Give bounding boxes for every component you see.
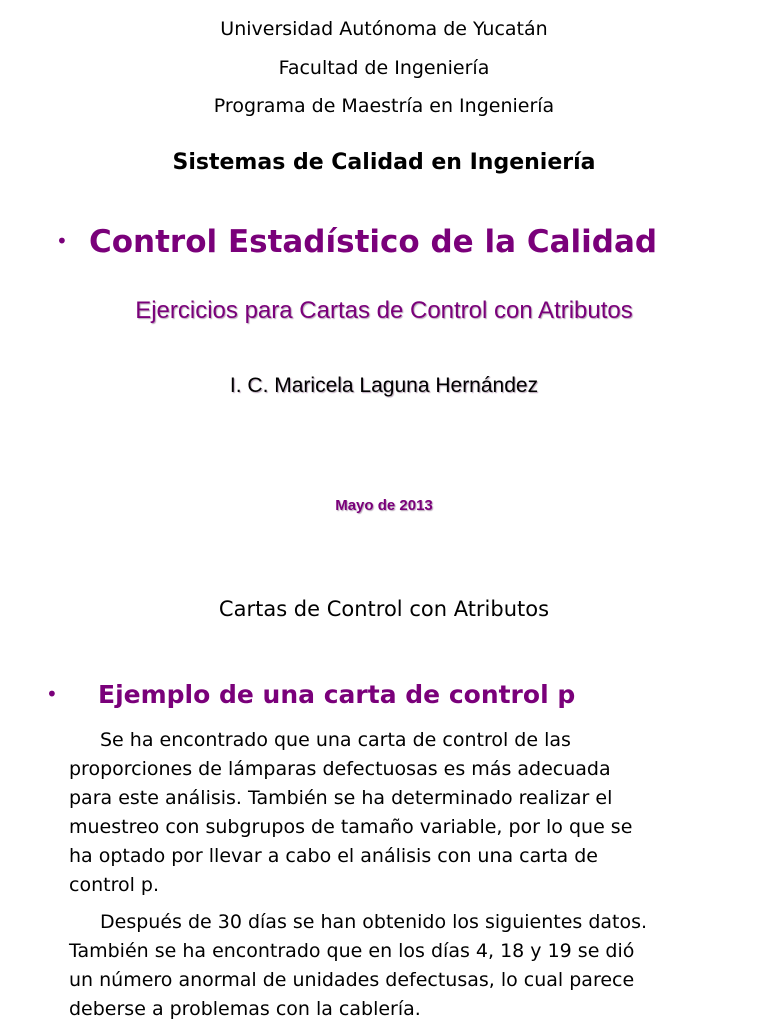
course-title: Sistemas de Calidad en Ingeniería xyxy=(172,150,596,175)
paragraph-1-line: para este análisis. También se ha determinado realizar el xyxy=(69,787,613,809)
faculty-name: Facultad de Ingeniería xyxy=(278,57,490,79)
example-heading-row xyxy=(46,678,746,714)
main-title-row xyxy=(56,222,756,262)
paragraph-1-line: proporciones de lámparas defectuosas es más adecuada xyxy=(69,758,611,780)
paragraph-2-line: deberse a problemas con la cablería. xyxy=(69,998,421,1020)
university-name: Universidad Autónoma de Yucatán xyxy=(220,18,548,40)
example-heading: Ejemplo de una carta de control p xyxy=(98,680,576,709)
content-slide xyxy=(0,560,768,1024)
paragraph-1-line: muestreo con subgrupos de tamaño variable, por lo que se xyxy=(69,816,633,838)
paragraph-1-line: ha optado por llevar a cabo el análisis con una carta de xyxy=(69,845,598,867)
paragraph-1-line: control p. xyxy=(69,874,159,896)
program-name: Programa de Maestría en Ingeniería xyxy=(213,95,555,117)
bullet-icon: • xyxy=(56,229,68,253)
paragraph-2-line: También se ha encontrado que en los días 4, 18 y 19 se dió xyxy=(69,940,635,962)
bullet-icon: • xyxy=(46,682,58,706)
paragraph-2-line: un número anormal de unidades defectusas, lo cual parece xyxy=(69,969,635,991)
subtitle: Ejercicios para Cartas de Control con Atributos xyxy=(135,297,633,324)
paragraph-1-line: Se ha encontrado que una carta de control de las xyxy=(100,729,571,751)
slide-title: Cartas de Control con Atributos xyxy=(218,597,550,621)
paragraph-2-line: Después de 30 días se han obtenido los siguientes datos. xyxy=(100,911,648,933)
main-title: Control Estadístico de la Calidad xyxy=(89,224,658,260)
presentation-date: Mayo de 2013 xyxy=(335,497,433,514)
author-name: I. C. Maricela Laguna Hernández xyxy=(229,374,539,397)
